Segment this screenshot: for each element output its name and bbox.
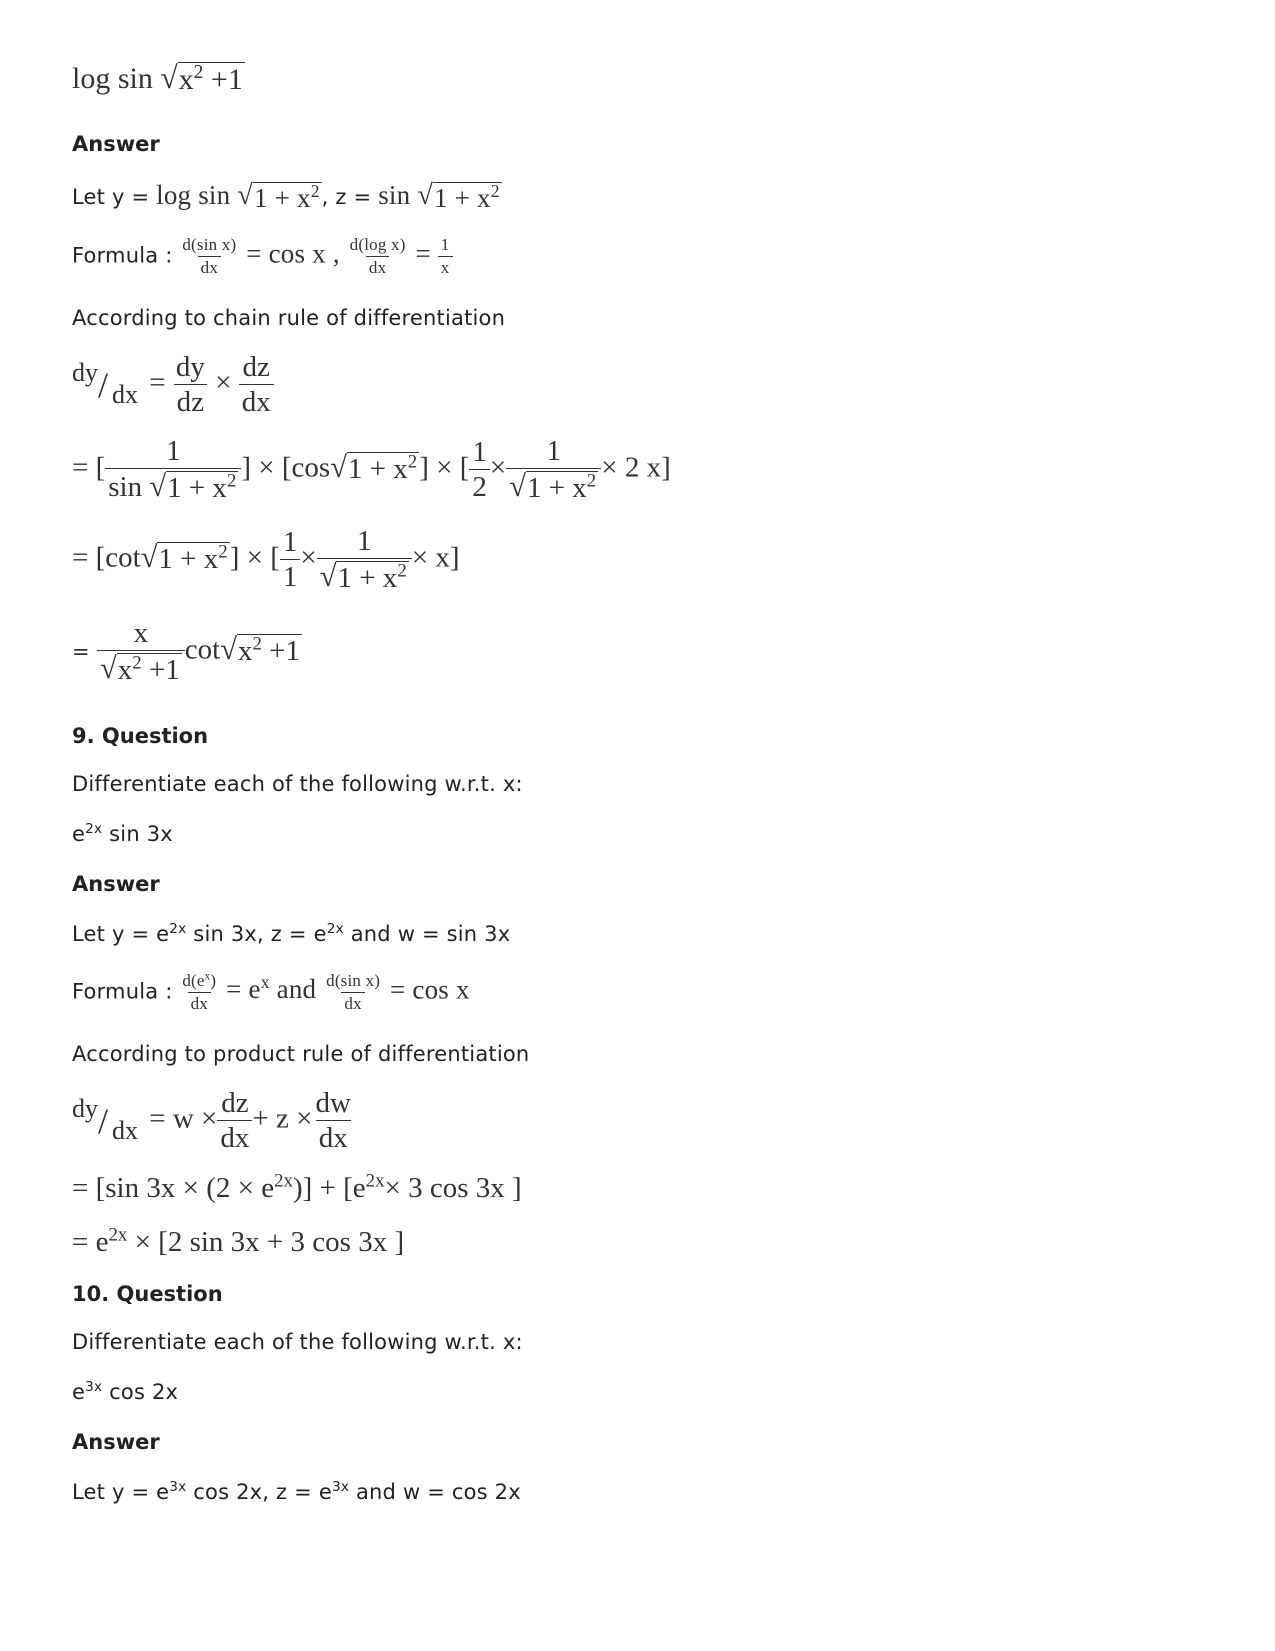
frac-den [506, 468, 601, 503]
frac-num: x [133, 617, 149, 649]
frac-den: dx [341, 992, 364, 1013]
expr-base: e [72, 1380, 86, 1404]
frac-den: dx [217, 1120, 252, 1153]
equals-sign: = [149, 366, 166, 399]
exponent: 2x [108, 1224, 128, 1246]
q8-expression [72, 62, 245, 96]
let-part: and w = sin 3x [343, 922, 511, 946]
fraction [317, 526, 412, 594]
q8-let-line [72, 180, 502, 212]
sqrt-symbol: √ $1 + x^2$ [509, 469, 597, 505]
times-sign: × [300, 541, 317, 574]
step-mid: ] × [ [229, 541, 280, 574]
formula-label: Formula : [72, 979, 180, 1004]
sqrt-symbol: √ $1 + x^2$ [140, 539, 228, 575]
frac-den: dx [316, 1120, 351, 1153]
frac-num: dw [315, 1087, 351, 1119]
exponent: 2x [365, 1170, 385, 1192]
frac-den [317, 558, 412, 593]
frac-num: 1 [166, 435, 181, 467]
exponent: 2 [132, 652, 142, 674]
formula-rhs: = cos x [390, 974, 470, 1005]
fraction [105, 436, 241, 504]
exponent: 2 [407, 450, 418, 472]
exponent: 2x [326, 921, 344, 937]
radicand: x [237, 634, 253, 667]
derivative-fraction [179, 972, 219, 1013]
frac-num: d(log x) [349, 235, 406, 254]
sqrt-symbol: √ $x^2 +1$ [160, 60, 243, 96]
sqrt-symbol: √ $1 + x^2$ [319, 559, 407, 595]
let-part: cos 2x, z = e [186, 1480, 332, 1504]
step-part: = [sin 3x × (2 × e [72, 1172, 275, 1204]
frac-den: 2 [469, 469, 490, 502]
derivative-fraction [179, 236, 239, 277]
q9-prompt: Differentiate each of the following w.r.t. x: [72, 772, 523, 796]
times-sign: × [489, 451, 507, 484]
frac-den: dx [239, 384, 274, 417]
frac-num: 1 [440, 235, 450, 254]
frac-num: 1 [356, 525, 372, 557]
frac-den: dz [174, 384, 207, 417]
frac-num: dy [175, 351, 205, 383]
step-prefix: = [cot [72, 541, 141, 574]
q10-expression [72, 1380, 178, 1404]
fraction [239, 352, 274, 418]
dy: dy [72, 357, 98, 387]
radicand: 1 + x [433, 183, 491, 213]
dy-dx-slash: dy / dx [72, 357, 138, 409]
exponent: x [260, 972, 270, 993]
frac-den: dx [366, 256, 389, 277]
sqrt-symbol: √ $x^2 +1$ [100, 651, 180, 687]
dy: dy [72, 1093, 98, 1123]
derivative-fraction [347, 236, 409, 277]
fraction [97, 618, 185, 686]
fraction [313, 1088, 354, 1154]
step-part: × [2 sin 3x + 3 cos 3x ] [127, 1226, 405, 1258]
frac-num: dz [221, 1087, 249, 1119]
exponent: 2 [252, 632, 262, 654]
q9-step-1 [72, 1172, 522, 1205]
q8-result [72, 618, 302, 686]
product-part: + z × [252, 1102, 313, 1135]
exponent: 3x [85, 1379, 103, 1395]
times-sign: × [215, 366, 232, 399]
sqrt-symbol: √ $1 + x^2$ [330, 449, 418, 485]
formula-rhs [226, 974, 316, 1004]
q8-rule-text: According to chain rule of differentiation [72, 306, 506, 330]
radicand: 1 + x [337, 562, 398, 595]
step-prefix: = [ [72, 451, 106, 484]
frac-num: d(sin x) [326, 971, 381, 990]
q9-step-2 [72, 1226, 404, 1259]
radicand: x [117, 654, 133, 687]
let-part: Let y = e [72, 1480, 170, 1504]
sqrt-symbol: √ $1 + x^2$ [149, 469, 237, 505]
derivative-fraction [323, 972, 383, 1013]
formula-label: Formula : [72, 243, 180, 268]
den-function: sin [108, 471, 143, 504]
q10-let-line [72, 1480, 521, 1504]
frac-den [97, 650, 185, 685]
frac-num: 1 [472, 436, 487, 468]
frac-num: 1 [282, 526, 298, 558]
frac-den: dx [188, 992, 211, 1013]
radicand: 1 + x [158, 542, 219, 575]
expr-base: e [72, 822, 86, 846]
fraction [280, 527, 301, 593]
sqrt-symbol: √ $1 + x^2$ [237, 180, 320, 213]
q9-product-rule-eq [72, 1088, 354, 1154]
step-mid: ] × [cos [241, 451, 331, 484]
radicand-tail: +1 [141, 654, 180, 687]
exponent: 3x [331, 1479, 350, 1495]
sqrt-symbol: √ $1 + x^2$ [417, 180, 500, 213]
fraction [173, 352, 208, 418]
radicand-tail: +1 [203, 63, 243, 96]
frac-den [105, 468, 241, 503]
radicand: 1 + x [347, 452, 408, 485]
expr-function: log sin [72, 62, 153, 95]
step-part: )] + [e [292, 1172, 366, 1204]
exponent: 2 [397, 560, 407, 582]
q9-expression [72, 822, 173, 846]
radicand-tail: +1 [261, 634, 300, 667]
radicand: 1 + x [167, 472, 227, 505]
let-y-function: log sin [156, 180, 231, 210]
result-function: cot [184, 633, 221, 666]
num-part: ) [210, 971, 217, 990]
step-tail: × 2 x] [601, 451, 671, 484]
exponent: 2x [274, 1170, 293, 1192]
q8-formula-line [72, 236, 453, 277]
expr-tail: cos 2x [102, 1380, 179, 1404]
let-mid: , z = [321, 185, 379, 209]
fraction [469, 437, 490, 503]
frac-den: 1 [280, 559, 301, 592]
exponent: 2 [586, 470, 597, 492]
equals-sign: = [72, 639, 90, 664]
q8-chain-rule-eq [72, 352, 274, 418]
q8-answer-label: Answer [72, 132, 160, 156]
exponent: 2 [490, 181, 500, 201]
q8-step-2 [72, 526, 460, 594]
frac-num [179, 972, 219, 992]
q10-answer-label: Answer [72, 1430, 160, 1454]
equals-sign: = [415, 238, 431, 269]
rhs-part: and [269, 974, 317, 1005]
q10-prompt: Differentiate each of the following w.r.t. x: [72, 1330, 523, 1354]
exponent: 3x [169, 1479, 187, 1495]
radicand: 1 + x [526, 472, 587, 505]
let-part: Let y = e [72, 922, 170, 946]
exponent: 2 [226, 470, 237, 492]
dx: dx [112, 1115, 138, 1145]
let-prefix: Let y = [72, 185, 157, 209]
exponent: 2 [310, 181, 320, 201]
fraction [506, 436, 601, 504]
exponent: 2x [85, 821, 103, 837]
radicand: x [178, 63, 194, 96]
fraction [438, 236, 453, 277]
product-part: = w × [149, 1102, 218, 1135]
frac-den: dx [198, 256, 221, 277]
exponent: 2 [193, 62, 204, 83]
step-tail: × x] [411, 541, 460, 574]
let-part: sin 3x, z = e [186, 922, 327, 946]
exponent: x [204, 970, 211, 983]
exponent: 2 [218, 540, 228, 562]
exponent: 2x [169, 921, 187, 937]
dx: dx [112, 379, 138, 409]
step-part: × 3 cos 3x ] [384, 1172, 522, 1204]
radicand: 1 + x [253, 183, 311, 213]
frac-num: dz [242, 351, 270, 383]
let-z-function: sin [378, 180, 411, 210]
frac-den: x [438, 256, 453, 277]
fraction [217, 1088, 252, 1154]
q9-formula-line [72, 972, 470, 1013]
sqrt-symbol: √ $x^2 +1$ [220, 631, 300, 667]
formula-rhs: = cos x , [246, 238, 340, 269]
frac-num: 1 [546, 435, 561, 467]
expr-tail: sin 3x [102, 822, 173, 846]
dy-dx-slash: dy / dx [72, 1093, 138, 1145]
step-mid: ] × [ [419, 451, 470, 484]
rhs-part: = e [226, 974, 261, 1005]
num-part: d(e [182, 971, 205, 990]
q8-step-1 [72, 436, 671, 504]
frac-num: d(sin x) [182, 235, 237, 254]
q9-answer-label: Answer [72, 872, 160, 896]
step-part: = e [72, 1226, 109, 1258]
let-part: and w = cos 2x [349, 1480, 521, 1504]
q9-heading: 9. Question [72, 724, 209, 748]
q10-heading: 10. Question [72, 1282, 223, 1306]
q9-rule-text: According to product rule of differentiation [72, 1042, 530, 1066]
q9-let-line [72, 922, 510, 946]
